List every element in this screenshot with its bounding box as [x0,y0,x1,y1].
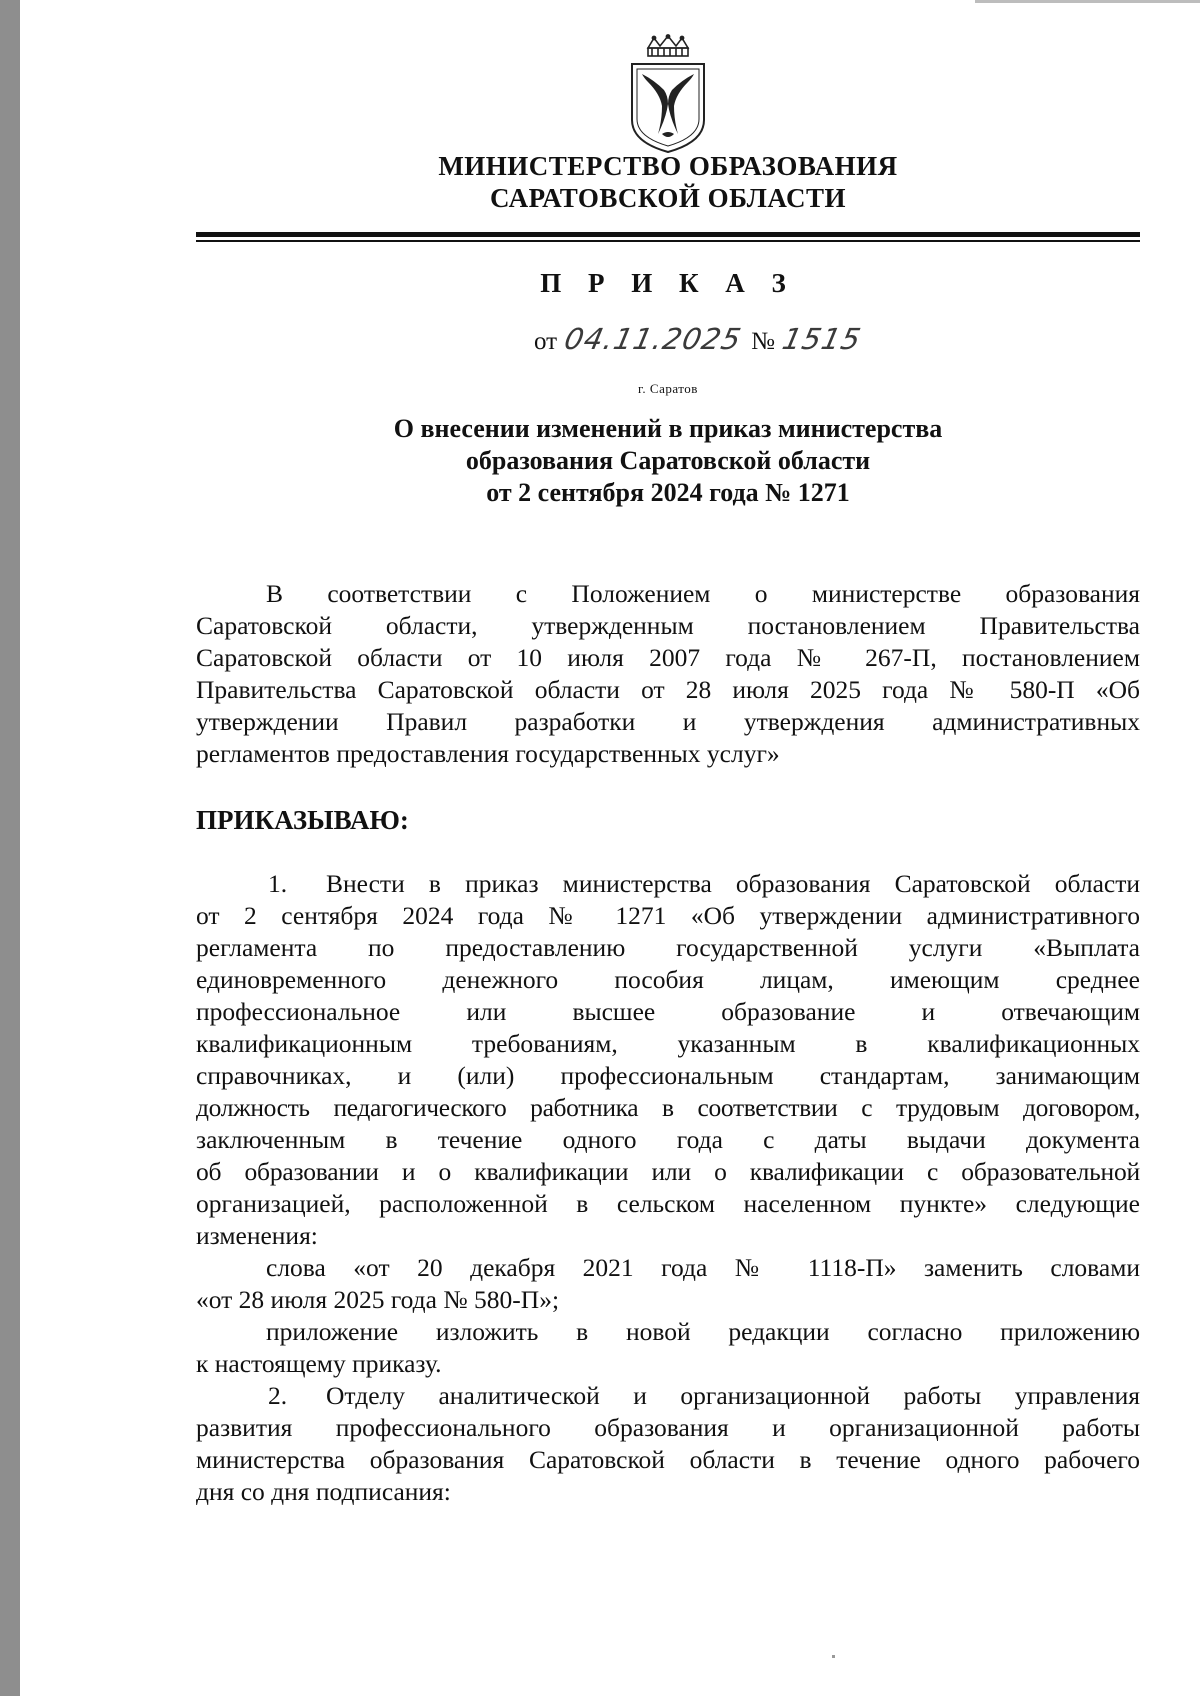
order-title-line3: от 2 сентября 2024 года № 1271 [486,478,850,507]
item2-line: дня со дня подписания: [196,1477,451,1506]
date-prefix: от [534,328,558,355]
ministry-name-line1: МИНИСТЕРСТВО ОБРАЗОВАНИЯ [438,151,898,181]
item1-change1-line: «от 28 июля 2025 года № 580-П»; [196,1285,560,1314]
handwritten-number: 1515 [779,322,865,356]
preamble-line: утверждении Правил разработки и утверждения административных [196,707,1140,736]
item1-line: профессиональное или высшее образование и отвечающим [196,997,1140,1026]
item2-line: министерства образования Саратовской области в течение одного рабочего [196,1445,1140,1474]
item1-line: справочниках, и (или) профессиональным стандартам, занимающим [196,1061,1140,1090]
item1-line: Внести в приказ министерства образования Саратовской области [326,869,1140,898]
order-title-line2: образования Саратовской области [465,446,871,475]
item1-change2-line: к настоящему приказу. [196,1349,442,1378]
item2-line: развития профессионального образования и организационной работы [196,1413,1140,1442]
preamble-line: Саратовской области от 10 июля 2007 года № 267-П, постановлением [196,643,1140,672]
preamble-line: регламентов предоставления государственных услуг» [196,739,780,768]
item1-line: заключенным в течение одного года с даты выдачи документа [196,1125,1140,1154]
item1-line: должность педагогического работника в соответствии с трудовым договором, [196,1093,1140,1122]
item1-line: квалификационным требованиям, указанным в квалификационных [196,1029,1140,1058]
handwritten-date: 04.11.2025 [561,322,745,356]
item1-line: регламента по предоставлению государственной услуги «Выплата [196,933,1140,962]
document-page [196,0,1140,1696]
order-title-line1: О внесении изменений в приказ министерства [393,414,943,443]
preamble-line: Правительства Саратовской области от 28 июля 2025 года № 580-П «Об [196,675,1140,704]
scan-edge-left [0,0,20,1696]
sterlet-right [668,74,694,134]
city: г. Саратов [638,381,698,396]
sterlet-left [642,74,668,134]
number-prefix: № [751,328,776,355]
item1-change1-line: слова «от 20 декабря 2021 года № 1118-П» заменить словами [266,1253,1140,1282]
item1-line: изменения: [196,1221,318,1250]
preamble-line: В соответствии с Положением о министерстве образования [266,579,1140,608]
document-type: П Р И К А З [540,268,796,298]
item1-line: от 2 сентября 2024 года № 1271 «Об утверждении административного [196,901,1140,930]
item1-number: 1. [268,869,288,898]
header-rule-thick [196,232,1140,237]
item2-line: Отделу аналитической и организационной работы управления [326,1381,1140,1410]
order-date-number [534,322,865,356]
shield-outline [632,64,704,152]
item1-line: об образовании и о квалификации или о квалификации с образовательной [196,1157,1140,1186]
scan-dot [832,1655,835,1658]
item1-line: организацией, расположенной в сельском населенном пункте» следующие [196,1189,1140,1218]
item1-line: единовременного денежного пособия лицам, имеющим среднее [196,965,1140,994]
ministry-name-line2: САРАТОВСКОЙ ОБЛАСТИ [489,183,847,213]
header-rule-thin [196,240,1140,242]
coat-of-arms-emblem [628,34,708,156]
preamble-line: Саратовской области, утвержденным постановлением Правительства [196,611,1140,640]
order-word: ПРИКАЗЫВАЮ: [196,805,409,835]
item1-change2-line: приложение изложить в новой редакции согласно приложению [266,1317,1140,1346]
item2-number: 2. [268,1381,288,1410]
